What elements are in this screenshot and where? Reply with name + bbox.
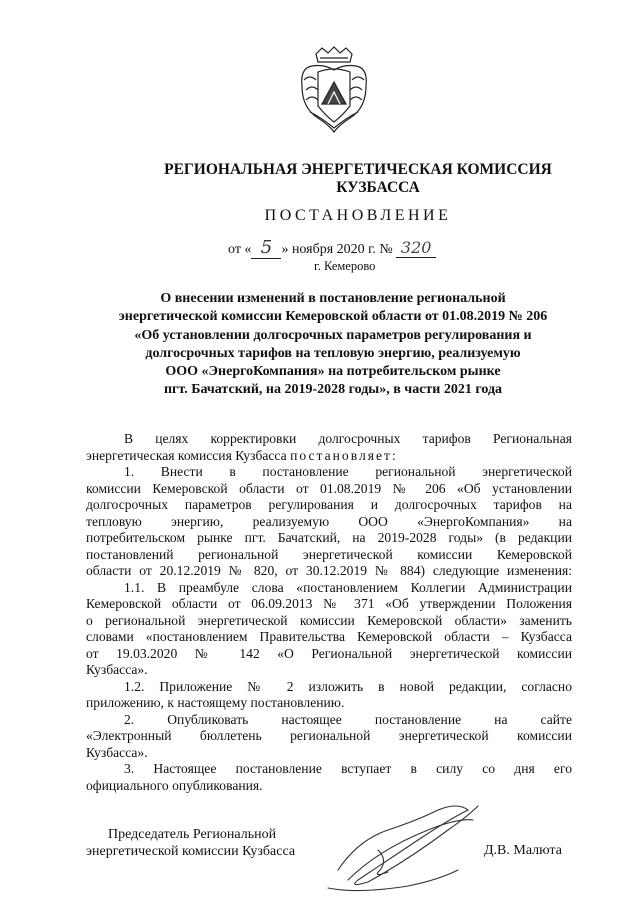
subject-line: энергетической комиссии Кемеровской области от 01.08.2019 № 206 [118, 309, 548, 325]
signatory-title [86, 826, 295, 860]
paragraph-1-1-line: о региональной энергетической комиссии Кемеровской области» заменить [86, 612, 572, 628]
paragraph-1-line: потребительском рынке пгт. Бачатский, на 2019-2028 годы» (в редакции [86, 530, 572, 545]
subject-line: ООО «ЭнергоКомпания» на потребительском рынке [165, 364, 501, 380]
organization-name-line1: РЕГИОНАЛЬНАЯ ЭНЕРГЕТИЧЕСКАЯ КОМИССИЯ [164, 161, 552, 178]
date-rest: » ноября 2020 г. № [281, 242, 393, 257]
handwritten-day: 5 [251, 237, 281, 259]
paragraph-1-1-line: 1.1. В преамбуле слова «постановлением Коллегии Администрации [124, 579, 572, 595]
intro-text: энергетическая комиссия Кузбасса [86, 447, 287, 463]
paragraph-3-line: официального опубликования. [86, 777, 263, 793]
paragraph-1-line: комиссии Кемеровской области от 01.08.2019 № 206 «Об установлении [86, 480, 572, 496]
paragraph-1-1-line: словами «постановлением Правительства Кемеровской области – Кузбасса [86, 629, 572, 644]
subject-title [100, 290, 566, 400]
date-and-number [228, 237, 436, 259]
paragraph-1-2-line: приложению, к настоящему постановлению. [86, 695, 345, 710]
issuing-organization [150, 161, 566, 197]
document-body [86, 431, 572, 794]
resolution-word: постановляет: [290, 447, 398, 463]
paragraph-1-line: области от 20.12.2019 № 820, от 30.12.2019 № 884) следующие изменения: [86, 563, 572, 578]
paragraph-1-line: 1. Внести в постановление региональной энергетической [124, 464, 572, 479]
paragraph-1-2-line: 1.2. Приложение № 2 изложить в новой редакции, согласно [124, 678, 572, 694]
paragraph-1-line: постановлений региональной энергетической комиссии Кемеровской [86, 546, 572, 562]
date-prefix: от « [228, 242, 252, 257]
handwritten-signature [318, 790, 488, 900]
organization-name-line2: КУЗБАССА [336, 179, 420, 196]
intro-line: В целях корректировки долгосрочных тарифов Региональная [124, 431, 572, 446]
paragraph-2-line: 2. Опубликовать настоящее постановление на сайте [124, 711, 572, 727]
signatory-name: Д.В. Малюта [484, 843, 562, 858]
paragraph-2-line: Кузбасса». [86, 744, 148, 760]
coat-of-arms-emblem [296, 46, 372, 134]
subject-line: О внесении изменений в постановление региональной [160, 291, 506, 306]
handwritten-number: 320 [396, 238, 436, 258]
signatory-title-line1: Председатель Региональной [108, 827, 277, 842]
intro-line [86, 448, 572, 465]
paragraph-1-1-line: Кузбасса». [86, 662, 148, 677]
paragraph-1-1-line: Кемеровской области от 06.09.2013 № 371 «Об утверждении Положения [86, 596, 572, 611]
paragraph-1-line: тепловую энергию, реализуемую ООО «ЭнергоКомпания» на [86, 513, 572, 529]
paragraph-2-line: «Электронный бюллетень региональной энергетической комиссии [86, 728, 572, 743]
city: г. Кемерово [314, 259, 376, 273]
subject-line: долгосрочных тарифов на тепловую энергию, реализуемую [145, 345, 521, 361]
document-type: ПОСТАНОВЛЕНИЕ [264, 207, 452, 224]
subject-line: «Об установлении долгосрочных параметров регулирования и [134, 327, 532, 343]
paragraph-1-line: долгосрочных параметров регулирования и долгосрочных тарифов на [86, 497, 572, 512]
subject-line: пгт. Бачатский, на 2019-2028 годы», в части 2021 года [163, 382, 503, 398]
paragraph-3-line: 3. Настоящее постановление вступает в силу со дня его [124, 761, 572, 776]
paragraph-1-1-line: от 19.03.2020 № 142 «О Региональной энергетической комиссии [86, 645, 572, 661]
signatory-title-line2: энергетической комиссии Кузбасса [86, 844, 296, 859]
